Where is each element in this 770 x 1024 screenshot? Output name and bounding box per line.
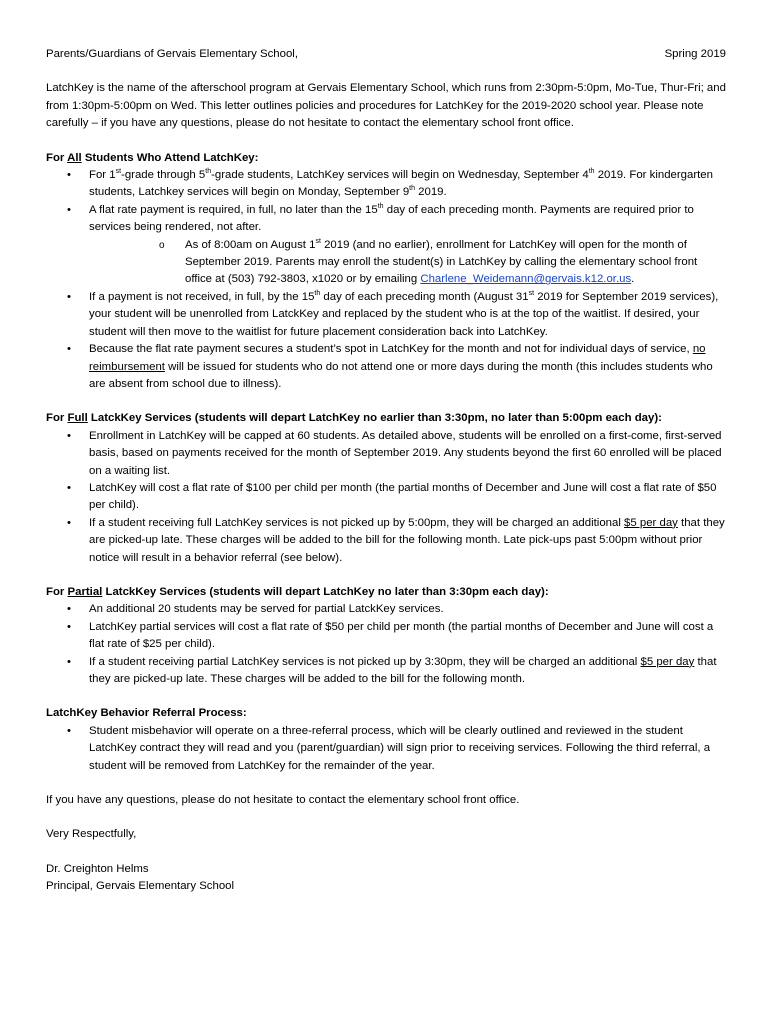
email-link[interactable]: Charlene_Weidemann@gervais.k12.or.us — [420, 273, 632, 286]
list-item: • For 1st-grade through 5th-grade students, LatchKey services will begin on Wednesday, September 4th 2019. For kindergarten students, Latchkey services will begin on Monday, September 9th 2019. — [46, 167, 726, 202]
letter-date: Spring 2019 — [664, 48, 726, 60]
list-item: • Enrollment in LatchKey will be capped at 60 students. As detailed above, students will be enrolled on a first-come, first-served basis, based on payments received for the month of September 2019. Any students beyond the first 60 enrolled will be placed on a waiting list. — [46, 428, 726, 480]
section-heading-partial: For Partial LatckKey Services (students will depart LatchKey no later than 3:30pm each day): — [46, 585, 549, 598]
section-heading-full: For Full LatckKey Services (students will depart LatchKey no earlier than 3:30pm, no later than 5:00pm each day): — [46, 412, 662, 425]
list-item: • A flat rate payment is required, in full, no later than the 15th day of each preceding month. Payments are required prior to services being rendered, not after. o As of 8:00am on August 1st 2019 (and no earlier), enrollment for LatchKey will open for the month of September 2019. Parents may enroll the student(s) in LatchKey by calling the elementary school front office at (503) 792-3803, x1020 or by emailing Charlene_Weidemann@gervais.k12.or.us. — [46, 202, 726, 289]
signer-title: Principal, Gervais Elementary School — [46, 880, 235, 893]
list-item: • LatchKey partial services will cost a flat rate of $50 per child per month (the partial months of December and June will cost a flat rate of $25 per child). — [46, 619, 726, 654]
list-item: • Student misbehavior will operate on a three-referral process, which will be clearly outlined and reviewed in the student LatchKey contract they will read and you (parent/guardian) will sign prior to receiving services. Following the third referral, a student will be removed from LatchKey for the remainder of the year. — [46, 723, 726, 775]
signoff: Very Respectfully, — [46, 828, 137, 841]
full-services-list — [46, 428, 726, 567]
sub-list — [89, 237, 726, 289]
section-heading-all: For All Students Who Attend LatchKey: — [46, 151, 259, 164]
list-item: • If a student receiving full LatchKey services is not picked up by 5:00pm, they will be charged an additional $5 per day that they are picked-up late. These charges will be added to the bill for the following month. Late pick-ups past 5:00pm without prior notice will result in a behavior referral (see below). — [46, 515, 726, 567]
partial-services-list — [46, 601, 726, 688]
all-students-list — [46, 167, 726, 393]
list-item: • An additional 20 students may be served for partial LatckKey services. — [46, 601, 726, 618]
list-item: • Because the flat rate payment secures a student’s spot in LatchKey for the month and not for individual days of service, no reimbursement will be issued for students who do not attend one or more days during the month (this includes students who are absent from school due to illness). — [46, 341, 726, 393]
signer-name: Dr. Creighton Helms — [46, 862, 149, 875]
closing-paragraph: If you have any questions, please do not hesitate to contact the elementary school front office. — [46, 794, 520, 807]
list-item: • If a student receiving partial LatchKey services is not picked up by 3:30pm, they will be charged an additional $5 per day that they are picked-up late. These charges will be added to the bill for the following month. — [46, 654, 726, 689]
section-heading-behavior: LatchKey Behavior Referral Process: — [46, 707, 247, 720]
sub-list-item: o As of 8:00am on August 1st 2019 (and no earlier), enrollment for LatchKey will open for the month of September 2019. Parents may enroll the student(s) in LatchKey by calling the elementary school front office at (503) 792-3803, x1020 or by emailing Charlene_Weidemann@gervais.k12.or.us. — [89, 237, 726, 289]
list-item: • If a payment is not received, in full, by the 15th day of each preceding month (August 31st 2019 for September 2019 services), your student will be unenrolled from LatckKey and replaced by the student who is at the top of the waitlist. If desired, your student will then move to the waitlist for future placement consideration back into LatchKey. — [46, 289, 726, 341]
salutation: Parents/Guardians of Gervais Elementary School, — [46, 48, 298, 60]
letter — [46, 46, 726, 896]
list-item: • LatchKey will cost a flat rate of $100 per child per month (the partial months of December and June will cost a flat rate of $50 per child). — [46, 480, 726, 515]
letter-header — [46, 46, 726, 63]
intro-paragraph: LatchKey is the name of the afterschool program at Gervais Elementary School, which runs from 2:30pm-5:0pm, Mo-Tue, Thur-Fri; and from 1:30pm-5:00pm on Wed. This letter outlines policies and procedures for LatchKey for the 2019-2020 school year. Please note carefully – if you have any questions, please do not hesitate to contact the elementary school front office. — [46, 82, 726, 130]
behavior-list — [46, 723, 726, 775]
